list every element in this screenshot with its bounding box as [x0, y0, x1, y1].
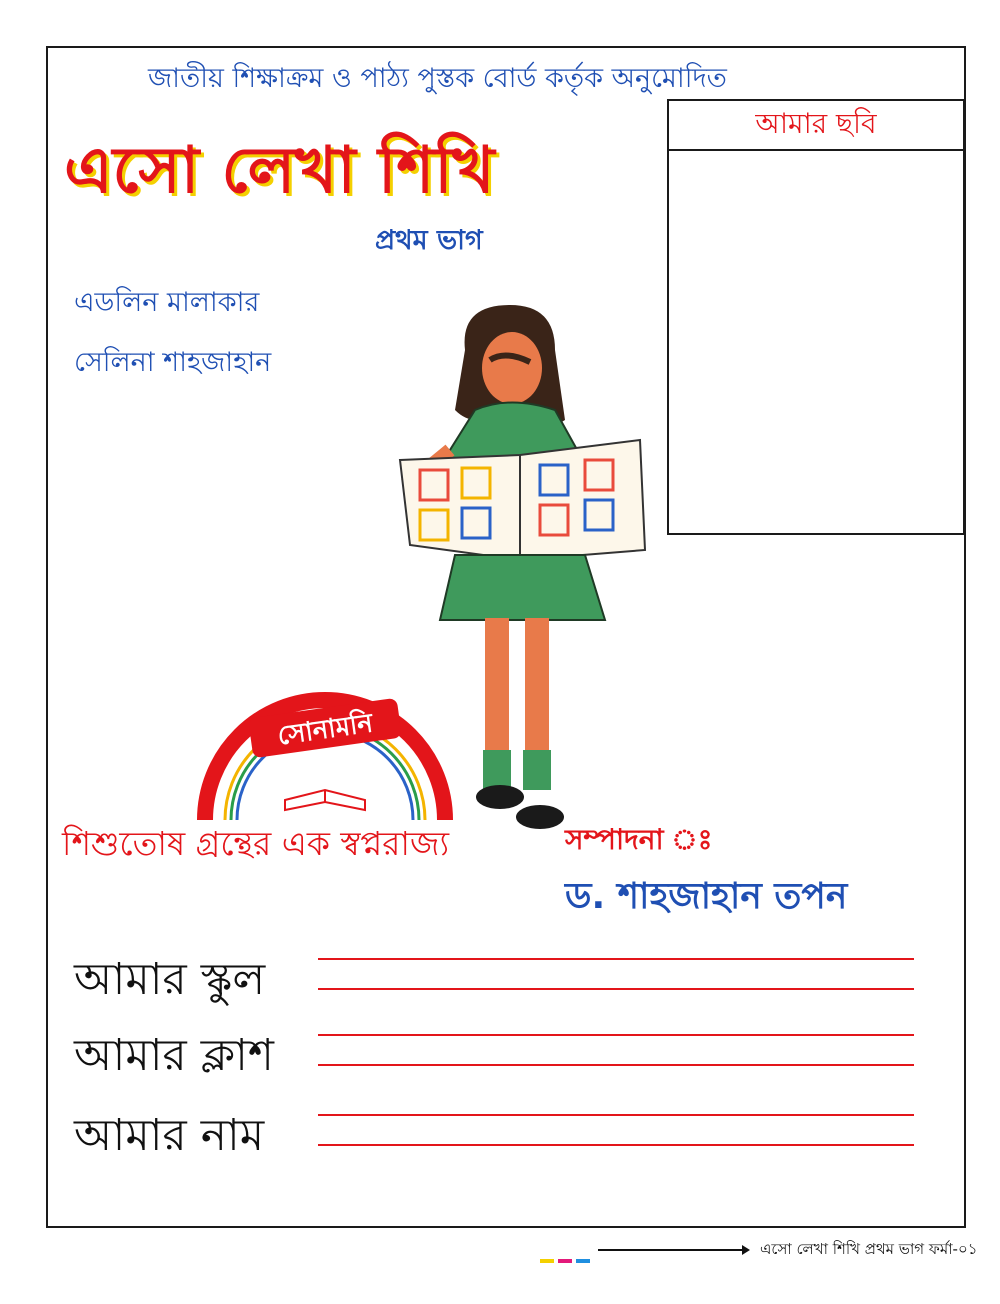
- open-book-icon: [285, 790, 365, 810]
- author-2: সেলিনা শাহজাহান: [74, 347, 272, 378]
- write-line[interactable]: [318, 1144, 914, 1146]
- form-row-class[interactable]: [74, 1028, 914, 1080]
- write-line[interactable]: [318, 1064, 914, 1066]
- approval-text: জাতীয় শিক্ষাক্রম ও পাঠ্য পুস্তক বোর্ড কর্তৃক অনুমোদিত: [148, 63, 727, 94]
- write-line[interactable]: [318, 988, 914, 990]
- form-label-class: আমার ক্লাশ: [74, 1030, 274, 1081]
- editor-block: [565, 818, 847, 929]
- form-label-name: আমার নাম: [74, 1110, 265, 1161]
- footer: [540, 1240, 978, 1260]
- photo-box-label: আমার ছবি: [669, 101, 963, 151]
- author-1: এডলিন মালাকার: [74, 287, 260, 318]
- form-row-school[interactable]: [74, 952, 914, 1004]
- form-label-school: আমার স্কুল: [74, 954, 266, 1005]
- photo-box[interactable]: [667, 99, 965, 535]
- arrow-right-icon: [598, 1249, 748, 1251]
- write-line[interactable]: [318, 958, 914, 960]
- logo-text: সোনামনি: [275, 708, 375, 752]
- book-part: প্রথম ভাগ: [375, 225, 483, 256]
- form-row-name[interactable]: [74, 1108, 914, 1160]
- write-line[interactable]: [318, 1034, 914, 1036]
- book-title: এসো লেখা শিখি: [64, 134, 495, 208]
- publisher-tagline: শিশুতোষ গ্রন্থের এক স্বপ্নরাজ্য: [62, 824, 450, 863]
- write-line[interactable]: [318, 1114, 914, 1116]
- color-registration-marks: [540, 1248, 594, 1267]
- editor-name: ড. শাহজাহান তপন: [565, 876, 848, 917]
- footer-text: এসো লেখা শিখি প্রথম ভাগ ফর্মা-০১: [760, 1240, 978, 1258]
- rainbow-logo-icon: [195, 650, 455, 820]
- editor-label: সম্পাদনা ঃ: [565, 823, 713, 856]
